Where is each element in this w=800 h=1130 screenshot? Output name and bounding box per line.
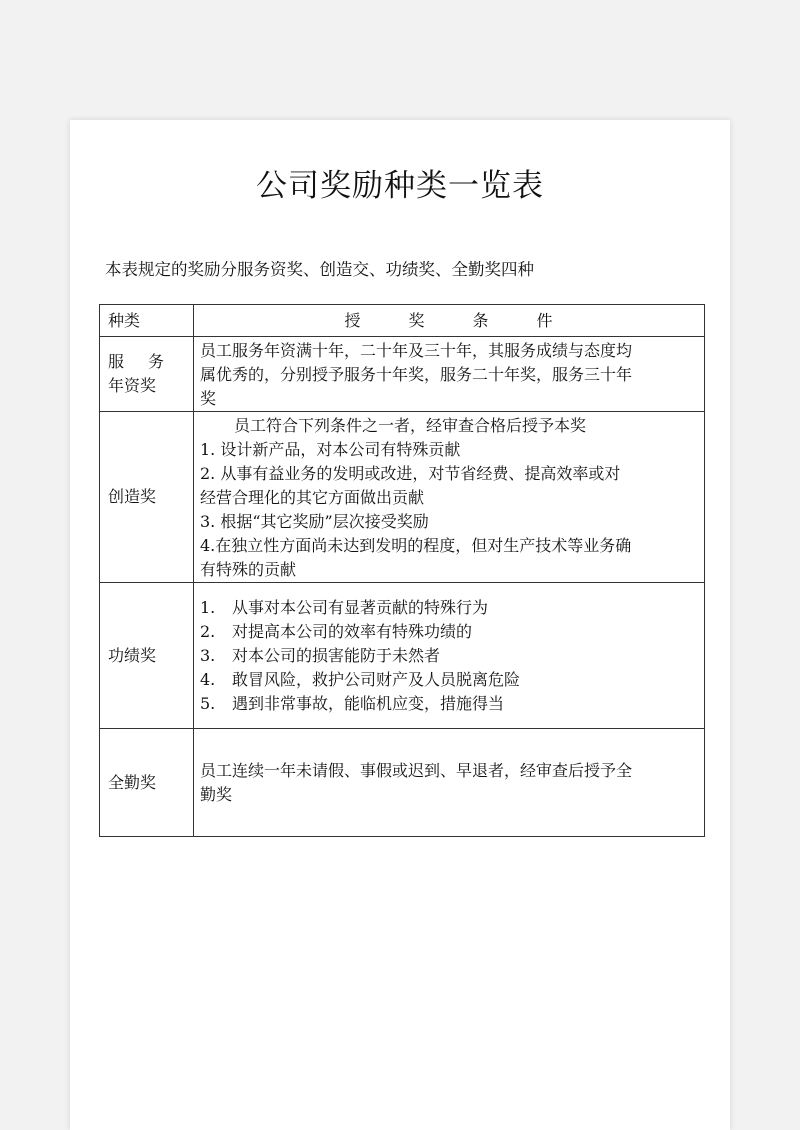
- item-number: 1.: [200, 598, 216, 617]
- condition-line: 属优秀的，分别授予服务十年奖，服务二十年奖，服务三十年: [200, 365, 633, 384]
- category-cell: [100, 337, 194, 412]
- condition-cell: [194, 337, 705, 412]
- category-cell: 创造奖: [100, 412, 194, 583]
- category-line: 年资奖: [108, 376, 157, 395]
- item-text: 对本公司的损害能防于未然者: [232, 646, 441, 665]
- table-row: [100, 729, 705, 837]
- table-header-row: [100, 305, 705, 337]
- condition-line: 有特殊的贡献: [200, 560, 297, 579]
- condition-line: 1. 设计新产品，对本公司有特殊贡献: [200, 440, 461, 459]
- condition-line: 3. 根据“其它奖励”层次接受奖励: [200, 512, 429, 531]
- item-number: 3.: [200, 646, 216, 665]
- item-text: 对提高本公司的效率有特殊功绩的: [232, 622, 473, 641]
- condition-intro: 员工符合下列条件之一者，经审查合格后授予本奖: [234, 416, 587, 435]
- list-item: [200, 668, 698, 692]
- item-text: 从事对本公司有显著贡献的特殊行为: [232, 598, 489, 617]
- item-number: 5.: [200, 694, 216, 713]
- list-item: [200, 596, 698, 620]
- category-line: 服务: [108, 352, 189, 371]
- condition-cell: [194, 729, 705, 837]
- header-condition: 授奖条件: [194, 305, 705, 337]
- table-row: [100, 337, 705, 412]
- category-cell: 功绩奖: [100, 583, 194, 729]
- condition-cell: [194, 412, 705, 583]
- item-text: 遇到非常事故，能临机应变，措施得当: [232, 694, 505, 713]
- list-item: [200, 644, 698, 668]
- condition-line: 员工服务年资满十年，二十年及三十年，其服务成绩与态度均: [200, 341, 633, 360]
- table-row: [100, 583, 705, 729]
- list-item: [200, 620, 698, 644]
- condition-line: 员工连续一年未请假、事假或迟到、早退者，经审查后授予全: [200, 760, 633, 780]
- condition-line: 奖: [200, 389, 217, 408]
- condition-cell: [194, 583, 705, 729]
- item-number: 2.: [200, 622, 216, 641]
- awards-table: [99, 304, 705, 837]
- item-number: 4.: [200, 670, 216, 689]
- category-cell: 全勤奖: [100, 729, 194, 837]
- list-item: [200, 692, 698, 716]
- document-title: 公司奖励种类一览表: [256, 168, 544, 204]
- condition-line: 4.在独立性方面尚未达到发明的程度，但对生产技术等业务确: [200, 536, 632, 555]
- intro-text: 本表规定的奖励分服务资奖、创造交、功绩奖、全勤奖四种: [105, 260, 534, 279]
- condition-line: 勤奖: [200, 784, 233, 804]
- item-text: 敢冒风险，救护公司财产及人员脱离危险: [232, 670, 521, 689]
- table-row: [100, 412, 705, 583]
- condition-line: 经营合理化的其它方面做出贡献: [200, 488, 425, 507]
- header-category: 种类: [100, 305, 194, 337]
- condition-line: 2. 从事有益业务的发明或改进，对节省经费、提高效率或对: [200, 464, 621, 483]
